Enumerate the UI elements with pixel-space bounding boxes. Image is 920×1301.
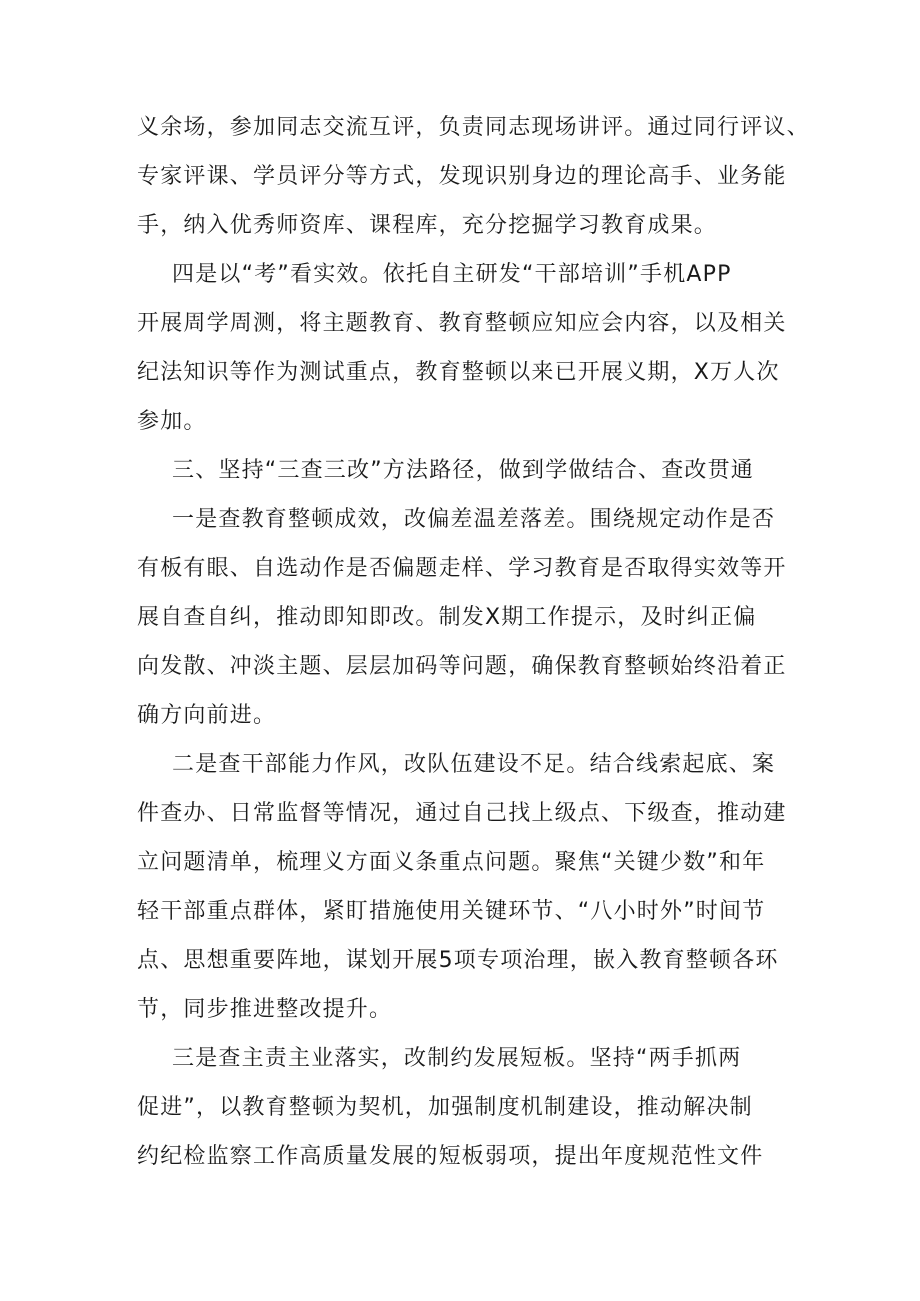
text-line: 点、思想重要阵地，谋划开展5项专项治理，嵌入教育整顿各环 bbox=[137, 948, 779, 973]
text-line: 义余场，参加同志交流互评，负责同志现场讲评。通过同行评议、 bbox=[137, 115, 810, 140]
text-line: 轻干部重点群体，紧盯措施使用关键环节、“八小时外”时间节 bbox=[137, 899, 766, 924]
text-line: 有板有眼、自选动作是否偏题走样、学习教育是否取得实效等开 bbox=[137, 556, 787, 581]
text-line: 立问题清单，梳理义方面义条重点问题。聚焦“关键少数”和年 bbox=[137, 850, 766, 875]
text-line: 向发散、冲淡主题、层层加码等问题，确保教育整顿始终沿着正 bbox=[137, 654, 787, 679]
paragraph-start-line: 四是以“考”看实效。依托自主研发“干部培训”手机APP bbox=[172, 262, 732, 287]
text-line: 专家评课、学员评分等方式，发现识别身边的理论高手、业务能 bbox=[137, 164, 787, 189]
section-heading: 三、坚持“三查三改”方法路径，做到学做结合、查改贯通 bbox=[172, 458, 754, 483]
text-line: 确方向前进。 bbox=[137, 703, 277, 728]
text-line: 手，纳入优秀师资库、课程库，充分挖掘学习教育成果。 bbox=[137, 213, 718, 238]
paragraph-start-line: 三是查主责主业落实，改制约发展短板。坚持“两手抓两 bbox=[172, 1046, 742, 1071]
paragraph-start-line: 一是查教育整顿成效，改偏差温差落差。围绕规定动作是否 bbox=[172, 507, 776, 532]
text-line: 纪法知识等作为测试重点，教育整顿以来已开展义期，X万人次 bbox=[137, 360, 780, 385]
text-line: 开展周学周测，将主题教育、教育整顿应知应会内容，以及相关 bbox=[137, 311, 787, 336]
paragraph-start-line: 二是查干部能力作风，改队伍建设不足。结合线索起底、案 bbox=[172, 752, 776, 777]
text-line: 促进”，以教育整顿为契机，加强制度机制建设，推动解决制 bbox=[137, 1095, 753, 1120]
text-line: 展自查自纠，推动即知即改。制发X期工作提示，及时纠正偏 bbox=[137, 605, 757, 630]
text-line: 件查办、日常监督等情况，通过自己找上级点、下级查，推动建 bbox=[137, 801, 787, 826]
text-line: 节，同步推进整改提升。 bbox=[137, 997, 393, 1022]
text-line: 参加。 bbox=[137, 409, 207, 434]
text-line: 约纪检监察工作高质量发展的短板弱项，提出年度规范性文件 bbox=[137, 1144, 764, 1169]
